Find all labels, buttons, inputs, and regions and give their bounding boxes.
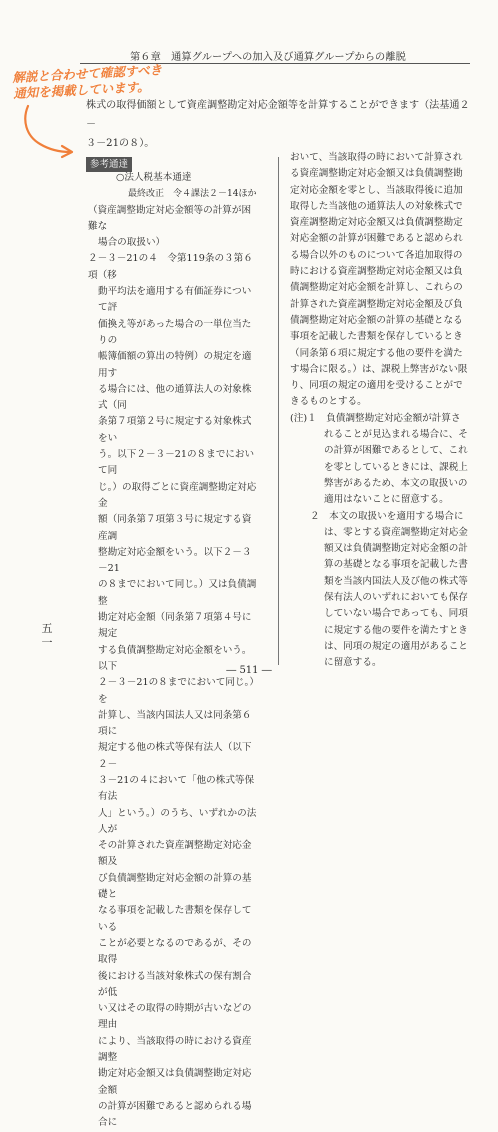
side-mark-char: 一 bbox=[41, 636, 53, 649]
body-line: きるものとする。 bbox=[290, 396, 367, 408]
body-line: （同条第６項に規定する他の要件を満た bbox=[290, 347, 463, 359]
lead-line: ３－21の８）。 bbox=[86, 138, 155, 149]
side-section-mark bbox=[40, 622, 54, 650]
revision-note: 最終改正 令４課法２－14ほか bbox=[128, 189, 257, 200]
page-number: ― 511 ― bbox=[226, 665, 272, 676]
body-line: ２－３－21の８までにおいて同じ。）を bbox=[98, 677, 259, 705]
note-2-line: 額又は負債調整勘定対応金額の計 bbox=[324, 543, 468, 555]
body-line: その計算された資産調整勘定対応金額及 bbox=[98, 840, 252, 868]
body-line: 動平均法を適用する有価証券について評 bbox=[98, 286, 252, 314]
chapter-title: 第６章 通算グループへの加入及び通算グループからの離脱 bbox=[130, 52, 406, 63]
side-mark-char: 五 bbox=[41, 622, 53, 635]
body-line: 事項を記載した書類を保存しているとき bbox=[290, 331, 463, 343]
body-line: 勘定対応金額又は負債調整勘定対応金額 bbox=[98, 1068, 252, 1096]
body-line: 定対応金額を零とし、当該取得後に追加 bbox=[290, 184, 463, 196]
annotation-line: 解説と合わせて確認すべき bbox=[12, 62, 163, 85]
subject-line: （資産調整勘定対応金額等の計算が困難な bbox=[88, 204, 252, 232]
body-line: なる事項を記載した書類を保存している bbox=[98, 905, 252, 933]
body-line: により、当該取得の時における資産調整 bbox=[98, 1035, 252, 1064]
lead-line: 株式の取得価額として資産調整勘定対応金額等を計算することができます（法基通２－ bbox=[86, 100, 470, 130]
note-2-line: は、零とする資産調整勘定対応金 bbox=[324, 526, 468, 538]
body-line: す場合に限る。）は、課税上弊害がない限 bbox=[290, 363, 468, 375]
note-1-line: の計算が困難であるとして、これ bbox=[324, 445, 468, 457]
column-divider bbox=[278, 157, 279, 665]
note-2-line: は、同項の規定の適用があること bbox=[324, 640, 468, 652]
body-line: 債調整勘定対応金額の計算の基礎となる bbox=[290, 314, 463, 326]
source-heading: ○法人税基本通達 bbox=[116, 172, 192, 183]
body-line: おいて、当該取得の時において計算され bbox=[290, 152, 463, 163]
body-line: ３－21の４において「他の株式等保有法 bbox=[98, 774, 255, 803]
reference-badge: 参考通達 bbox=[86, 157, 132, 172]
body-line: い又はその取得の時期が古いなどの理由 bbox=[98, 1003, 252, 1031]
body-line: 価換え等があった場合の一単位当たりの bbox=[98, 318, 252, 346]
body-line: の８までにおいて同じ。）又は負債調整 bbox=[98, 579, 257, 607]
body-line: 後における当該対象株式の保有割合が低 bbox=[98, 970, 252, 998]
body-line: ことが必要となるのであるが、その取得 bbox=[98, 937, 252, 966]
note-1-line: 弊害があるため、本文の取扱いの bbox=[324, 477, 468, 489]
body-line: する負債調整勘定対応金額をいう。以下 bbox=[98, 644, 252, 672]
note-1-line: を零としているときには、課税上 bbox=[324, 461, 468, 473]
body-line: 資産調整勘定対応金額又は負債調整勘定 bbox=[290, 217, 463, 229]
left-column bbox=[88, 170, 260, 1132]
lead-paragraph bbox=[86, 96, 478, 153]
body-line: び負債調整勘定対応金額の計算の基礎と bbox=[98, 872, 252, 901]
annotation-line: 通知を掲載しています。 bbox=[12, 78, 150, 101]
note-2-line: ２ 本文の取扱いを適用する場合に bbox=[310, 510, 464, 522]
body-line: り、同項の規定の適用を受けることがで bbox=[290, 380, 463, 392]
note-2-line: 保有法人のいずれにおいても保存 bbox=[324, 592, 468, 604]
annotation-arrow-icon bbox=[20, 100, 90, 160]
body-line: る場合以外のものについて各追加取得の bbox=[290, 249, 463, 261]
body-line: 条第７項第２号に規定する対象株式をい bbox=[98, 416, 252, 444]
note-2-line: に留意する。 bbox=[324, 657, 382, 669]
body-line: 債調整勘定対応金額を計算し、これらの bbox=[290, 282, 463, 294]
body-line: 勘定対応金額（同条第７項第４号に規定 bbox=[98, 612, 252, 640]
body-line: ２－３－21の４ 令第119条の３第６項（移 bbox=[88, 253, 253, 281]
body-line: 規定する他の株式等保有法人（以下２－ bbox=[98, 742, 252, 770]
note-1-line: 適用はないことに留意する。 bbox=[324, 494, 449, 506]
subject-line: 場合の取扱い） bbox=[98, 237, 166, 249]
note-2-line: していない場合であっても、同項 bbox=[324, 608, 468, 620]
body-line: る資産調整勘定対応金額又は負債調整勘 bbox=[290, 168, 463, 180]
note-1-line: れることが見込まれる場合に、そ bbox=[324, 429, 468, 441]
note-2-line: 算の基礎となる事項を記載した書 bbox=[324, 559, 468, 571]
body-line: 計算し、当該内国法人又は同条第６項に bbox=[98, 709, 252, 738]
body-line: う。以下２－３－21の８までにおいて同 bbox=[98, 449, 255, 477]
body-line: 額（同条第７項第３号に規定する資産調 bbox=[98, 514, 252, 542]
body-line: 計算された資産調整勘定対応金額及び負 bbox=[290, 298, 463, 310]
note-2-line: 類を当該内国法人及び他の株式等 bbox=[324, 575, 468, 587]
body-line: 取得した当該他の通算法人の対象株式で bbox=[290, 200, 463, 212]
body-line: の計算が困難であると認められる場合に bbox=[98, 1100, 252, 1129]
right-column bbox=[290, 150, 474, 672]
body-line: 時における資産調整勘定対応金額又は負 bbox=[290, 266, 463, 278]
body-line: 整勘定対応金額をいう。以下２－３－21 bbox=[98, 546, 252, 575]
note-2-line: に規定する他の要件を満たすとき bbox=[324, 624, 468, 636]
body-line: る場合には、他の通算法人の対象株式（同 bbox=[98, 383, 252, 412]
body-line: 人」という。）のうち、いずれかの法人が bbox=[98, 807, 257, 835]
body-line: 対応金額の計算が困難であると認められ bbox=[290, 233, 463, 245]
note-1-line: (注)１ 負債調整勘定対応金額が計算さ bbox=[290, 412, 461, 424]
body-line: 帳簿価額の算出の特例）の規定を適用す bbox=[98, 351, 252, 379]
body-line: じ。）の取得ごとに資産調整勘定対応金 bbox=[98, 481, 257, 509]
